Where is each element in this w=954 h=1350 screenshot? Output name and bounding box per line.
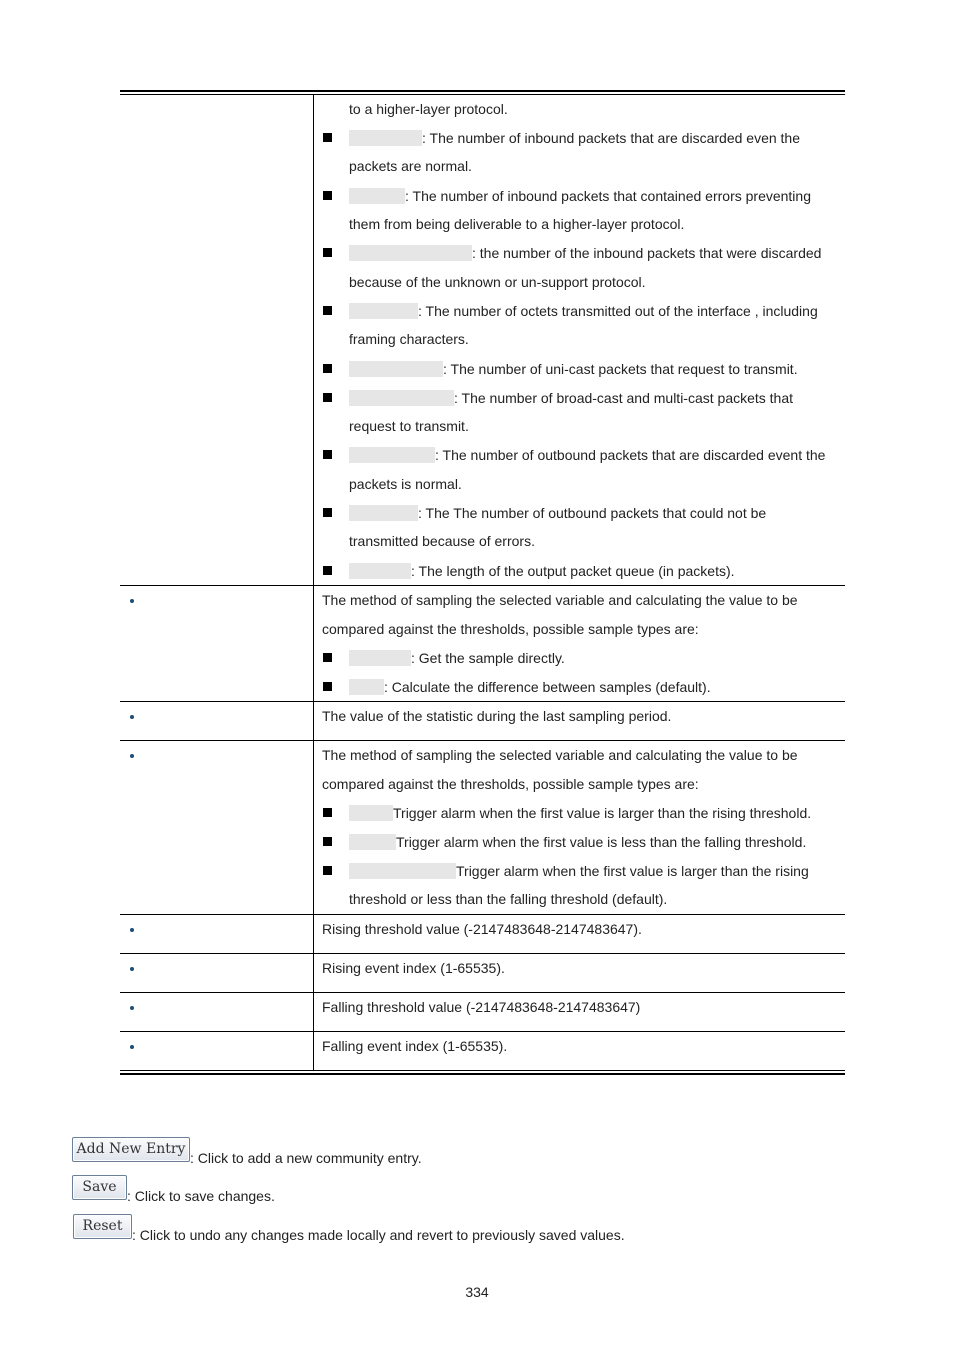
redacted-field-name	[349, 805, 393, 821]
bullet-item: : The length of the output packet queue (in packets).	[349, 562, 735, 580]
save-desc: : Click to save changes.	[127, 1188, 275, 1204]
bullet-item: : the number of the inbound packets that were discarded	[349, 244, 821, 262]
bullet-item: : The The number of outbound packets that could not be	[349, 504, 766, 522]
value-desc: The value of the statistic during the last sampling period.	[322, 708, 672, 724]
sample-type-option: : Get the sample directly.	[349, 649, 565, 667]
bullet-item-cont: packets is normal.	[349, 476, 462, 492]
row-bullet-icon	[130, 1045, 134, 1049]
bullet-item: : The number of inbound packets that contained errors preventing	[349, 187, 811, 205]
redacted-field-name	[349, 834, 396, 850]
table-top-rule	[120, 90, 845, 92]
startup-alarm-option: Trigger alarm when the first value is less than the falling threshold.	[349, 833, 806, 851]
row-bullet-icon	[130, 1006, 134, 1010]
row-divider	[120, 914, 845, 915]
bullet-item-cont: packets are normal.	[349, 158, 472, 174]
add-new-entry-button[interactable]: Add New Entry	[72, 1137, 190, 1162]
redacted-field-name	[349, 447, 435, 463]
bullet-square-icon	[323, 133, 332, 142]
falling-threshold-desc: Falling threshold value (-2147483648-2147483647)	[322, 999, 641, 1015]
bullet-square-icon	[323, 248, 332, 257]
rising-threshold-desc: Rising threshold value (-2147483648-2147483647).	[322, 921, 642, 937]
sample-type-desc: The method of sampling the selected variable and calculating the value to be	[322, 592, 798, 608]
redacted-field-name	[349, 130, 422, 146]
bullet-item: : The number of outbound packets that are discarded event the	[349, 446, 825, 464]
bullet-square-icon	[323, 682, 332, 691]
row-divider	[120, 992, 845, 993]
continuation-text: to a higher-layer protocol.	[349, 101, 508, 117]
bullet-square-icon	[323, 566, 332, 575]
save-button[interactable]: Save	[72, 1175, 127, 1200]
reset-button[interactable]: Reset	[73, 1214, 132, 1239]
row-bullet-icon	[130, 967, 134, 971]
redacted-field-name	[349, 679, 384, 695]
bullet-square-icon	[323, 306, 332, 315]
bullet-square-icon	[323, 837, 332, 846]
row-divider	[120, 740, 845, 741]
row-bullet-icon	[130, 754, 134, 758]
rising-index-desc: Rising event index (1-65535).	[322, 960, 505, 976]
redacted-field-name	[349, 303, 418, 319]
table-column-divider	[313, 95, 314, 1070]
startup-alarm-option-cont: threshold or less than the falling threshold (default).	[349, 891, 668, 907]
bullet-square-icon	[323, 808, 332, 817]
bullet-item: : The number of uni-cast packets that request to transmit.	[349, 360, 798, 378]
redacted-field-name	[349, 188, 405, 204]
sample-type-desc: compared against the thresholds, possible sample types are:	[322, 621, 699, 637]
redacted-field-name	[349, 361, 443, 377]
row-divider	[120, 585, 845, 586]
startup-alarm-option: Trigger alarm when the first value is larger than the rising	[349, 862, 809, 880]
bullet-square-icon	[323, 508, 332, 517]
redacted-field-name	[349, 863, 456, 879]
bullet-square-icon	[323, 191, 332, 200]
startup-alarm-option: Trigger alarm when the first value is larger than the rising threshold.	[349, 804, 811, 822]
bullet-item: : The number of inbound packets that are discarded even the	[349, 129, 800, 147]
bullet-item-cont: request to transmit.	[349, 418, 469, 434]
table-bottom-rule-inner	[120, 1070, 845, 1071]
redacted-field-name	[349, 650, 411, 666]
redacted-field-name	[349, 245, 472, 261]
row-bullet-icon	[130, 715, 134, 719]
startup-alarm-desc: compared against the thresholds, possible sample types are:	[322, 776, 699, 792]
table-bottom-rule	[120, 1073, 845, 1075]
bullet-item: : The number of broad-cast and multi-cast packets that	[349, 389, 793, 407]
startup-alarm-desc: The method of sampling the selected variable and calculating the value to be	[322, 747, 798, 763]
table-top-rule-inner	[120, 94, 845, 95]
sample-type-option: : Calculate the difference between samples (default).	[349, 678, 711, 696]
row-divider	[120, 953, 845, 954]
falling-index-desc: Falling event index (1-65535).	[322, 1038, 508, 1054]
bullet-square-icon	[323, 653, 332, 662]
bullet-item-cont: transmitted because of errors.	[349, 533, 535, 549]
row-bullet-icon	[130, 928, 134, 932]
redacted-field-name	[349, 390, 454, 406]
bullet-square-icon	[323, 866, 332, 875]
bullet-item-cont: them from being deliverable to a higher-layer protocol.	[349, 216, 685, 232]
reset-desc: : Click to undo any changes made locally and revert to previously saved values.	[132, 1227, 625, 1243]
redacted-field-name	[349, 505, 418, 521]
row-bullet-icon	[130, 599, 134, 603]
bullet-square-icon	[323, 364, 332, 373]
bullet-square-icon	[323, 393, 332, 402]
add-new-entry-desc: : Click to add a new community entry.	[190, 1150, 422, 1166]
row-divider	[120, 1031, 845, 1032]
bullet-item-cont: framing characters.	[349, 331, 469, 347]
bullet-square-icon	[323, 450, 332, 459]
page-number: 334	[465, 1284, 489, 1300]
row-divider	[120, 701, 845, 702]
bullet-item: : The number of octets transmitted out of the interface , including	[349, 302, 818, 320]
redacted-field-name	[349, 563, 411, 579]
bullet-item-cont: because of the unknown or un-support protocol.	[349, 274, 646, 290]
